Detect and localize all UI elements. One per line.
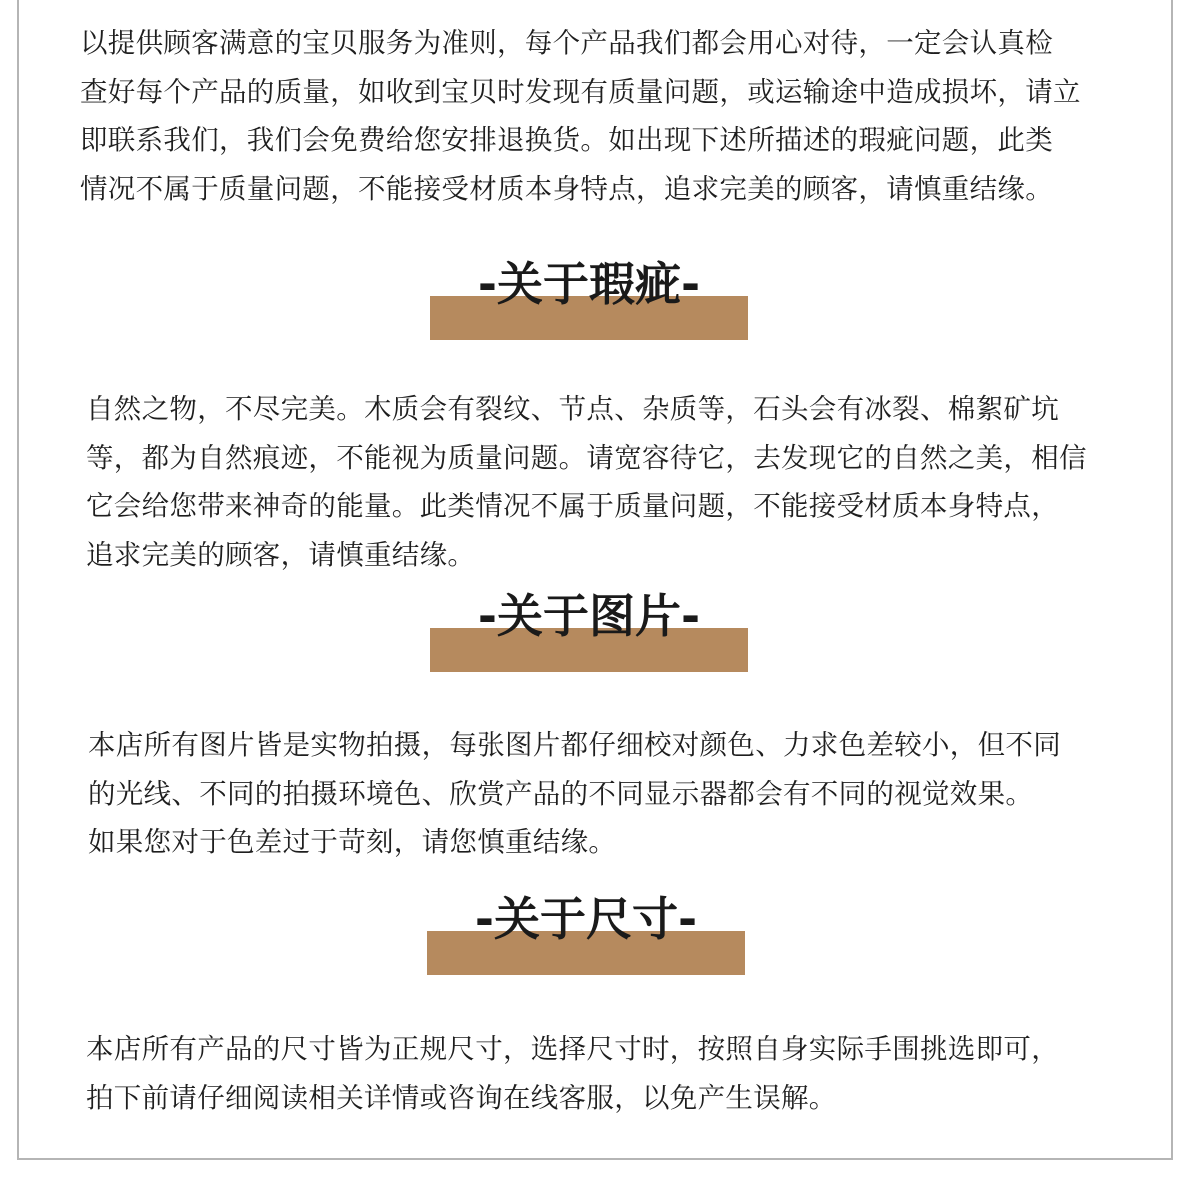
intro-paragraph bbox=[80, 19, 1081, 213]
text-line: 追求完美的顾客，请慎重结缘。 bbox=[86, 538, 476, 571]
section-title: -关于尺寸- bbox=[474, 892, 698, 946]
text-line: 自然之物，不尽完美。木质会有裂纹、节点、杂质等，石头会有冰裂、棉絮矿坑 bbox=[86, 393, 1059, 425]
text-line: 即联系我们，我们会免费给您安排退换货。如出现下述所描述的瑕疵问题，此类 bbox=[80, 124, 1053, 156]
text-line: 的光线、不同的拍摄环境色、欣赏产品的不同显示器都会有不同的视觉效果。 bbox=[88, 777, 1034, 810]
section-title: -关于瑕疵- bbox=[477, 257, 701, 311]
section-heading-images bbox=[430, 588, 750, 672]
text-line: 本店所有产品的尺寸皆为正规尺寸，选择尺寸时，按照自身实际手围挑选即可， bbox=[86, 1033, 1059, 1065]
text-line: 情况不属于质量问题，不能接受材质本身特点，追求完美的顾客，请慎重结缘。 bbox=[80, 172, 1053, 205]
text-line: 它会给您带来神奇的能量。此类情况不属于质量问题，不能接受材质本身特点， bbox=[86, 490, 1059, 522]
size-paragraph bbox=[86, 1025, 1059, 1122]
section-title: -关于图片- bbox=[477, 589, 701, 643]
text-line: 等，都为自然痕迹，不能视为质量问题。请宽容待它，去发现它的自然之美，相信 bbox=[86, 441, 1087, 474]
section-heading-flaws bbox=[430, 256, 750, 340]
text-line: 如果您对于色差过于苛刻，请您慎重结缘。 bbox=[88, 826, 617, 858]
text-line: 以提供顾客满意的宝贝服务为准则，每个产品我们都会用心对待，一定会认真检 bbox=[80, 27, 1053, 59]
text-line: 查好每个产品的质量，如收到宝贝时发现有质量问题，或运输途中造成损坏，请立 bbox=[80, 75, 1081, 108]
text-line: 拍下前请仔细阅读相关详情或咨询在线客服，以免产生误解。 bbox=[86, 1081, 837, 1114]
section-heading-size bbox=[427, 891, 747, 975]
text-line: 本店所有图片皆是实物拍摄，每张图片都仔细校对颜色、力求色差较小，但不同 bbox=[88, 729, 1061, 761]
flaws-paragraph bbox=[86, 385, 1087, 579]
images-paragraph bbox=[88, 721, 1061, 867]
